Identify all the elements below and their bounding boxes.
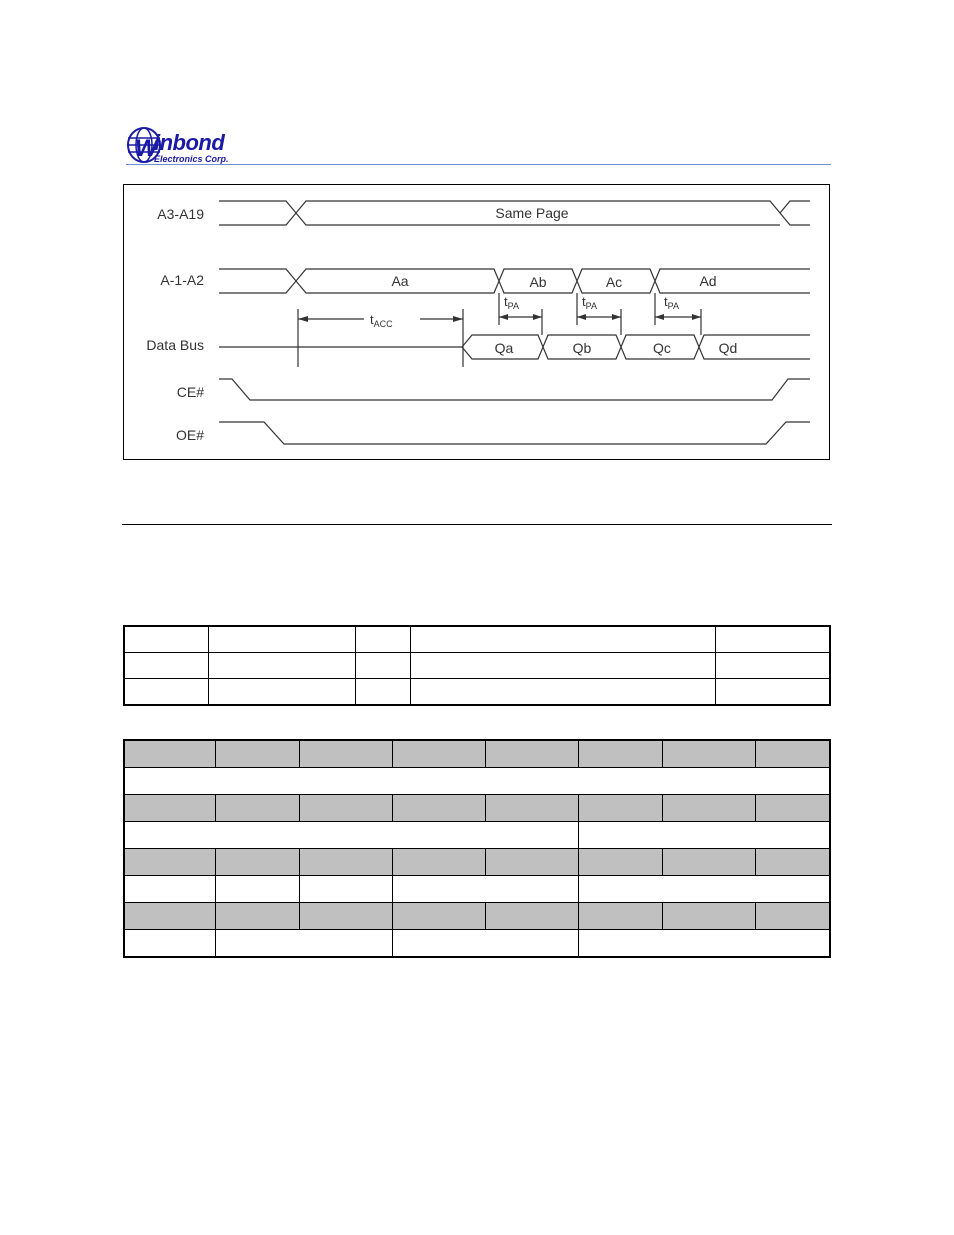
segment-data: Qd <box>718 340 738 356</box>
segment-same-page: Same Page <box>495 205 569 221</box>
signal-label-ce: CE# <box>176 384 204 400</box>
signal-label-oe: OE# <box>175 427 204 443</box>
segment-data: Qc <box>653 340 671 356</box>
table-row <box>124 795 830 822</box>
segment-address: Ab <box>529 274 547 290</box>
segment-data: Qa <box>494 340 514 356</box>
table-row <box>124 822 830 849</box>
logo-subtitle: Electronics Corp. <box>154 154 229 164</box>
register-table <box>123 739 831 958</box>
signal-label-a3-a19: A3-A19 <box>157 206 204 222</box>
segment-address: Aa <box>391 273 409 289</box>
table-row <box>124 768 830 795</box>
t-pa-label: $t_{PA}$ <box>504 294 519 311</box>
table-row <box>124 849 830 876</box>
table-row <box>124 930 830 958</box>
table-row <box>124 740 830 768</box>
segment-address: Ad <box>699 273 717 289</box>
signal-label-data-bus: Data Bus <box>146 337 204 353</box>
t-pa-label: $t_{PA}$ <box>664 294 679 311</box>
winbond-logo <box>126 126 266 166</box>
table-row <box>124 679 830 706</box>
parameter-table <box>123 625 831 706</box>
logo-wordmark: inbond <box>154 130 225 155</box>
table-row <box>124 626 830 653</box>
signal-label-a1-a2: A-1-A2 <box>160 272 204 288</box>
table-row <box>124 876 830 903</box>
t-acc-label: $t_{ACC}$ <box>370 312 393 329</box>
table-row <box>124 903 830 930</box>
table-row <box>124 653 830 679</box>
segment-address: Ac <box>605 274 623 290</box>
header-rule <box>126 164 831 165</box>
section-rule <box>122 524 832 525</box>
svg-text:W: W <box>135 135 158 162</box>
t-pa-label: $t_{PA}$ <box>582 294 597 311</box>
timing-diagram <box>123 184 830 460</box>
segment-data: Qb <box>572 340 592 356</box>
